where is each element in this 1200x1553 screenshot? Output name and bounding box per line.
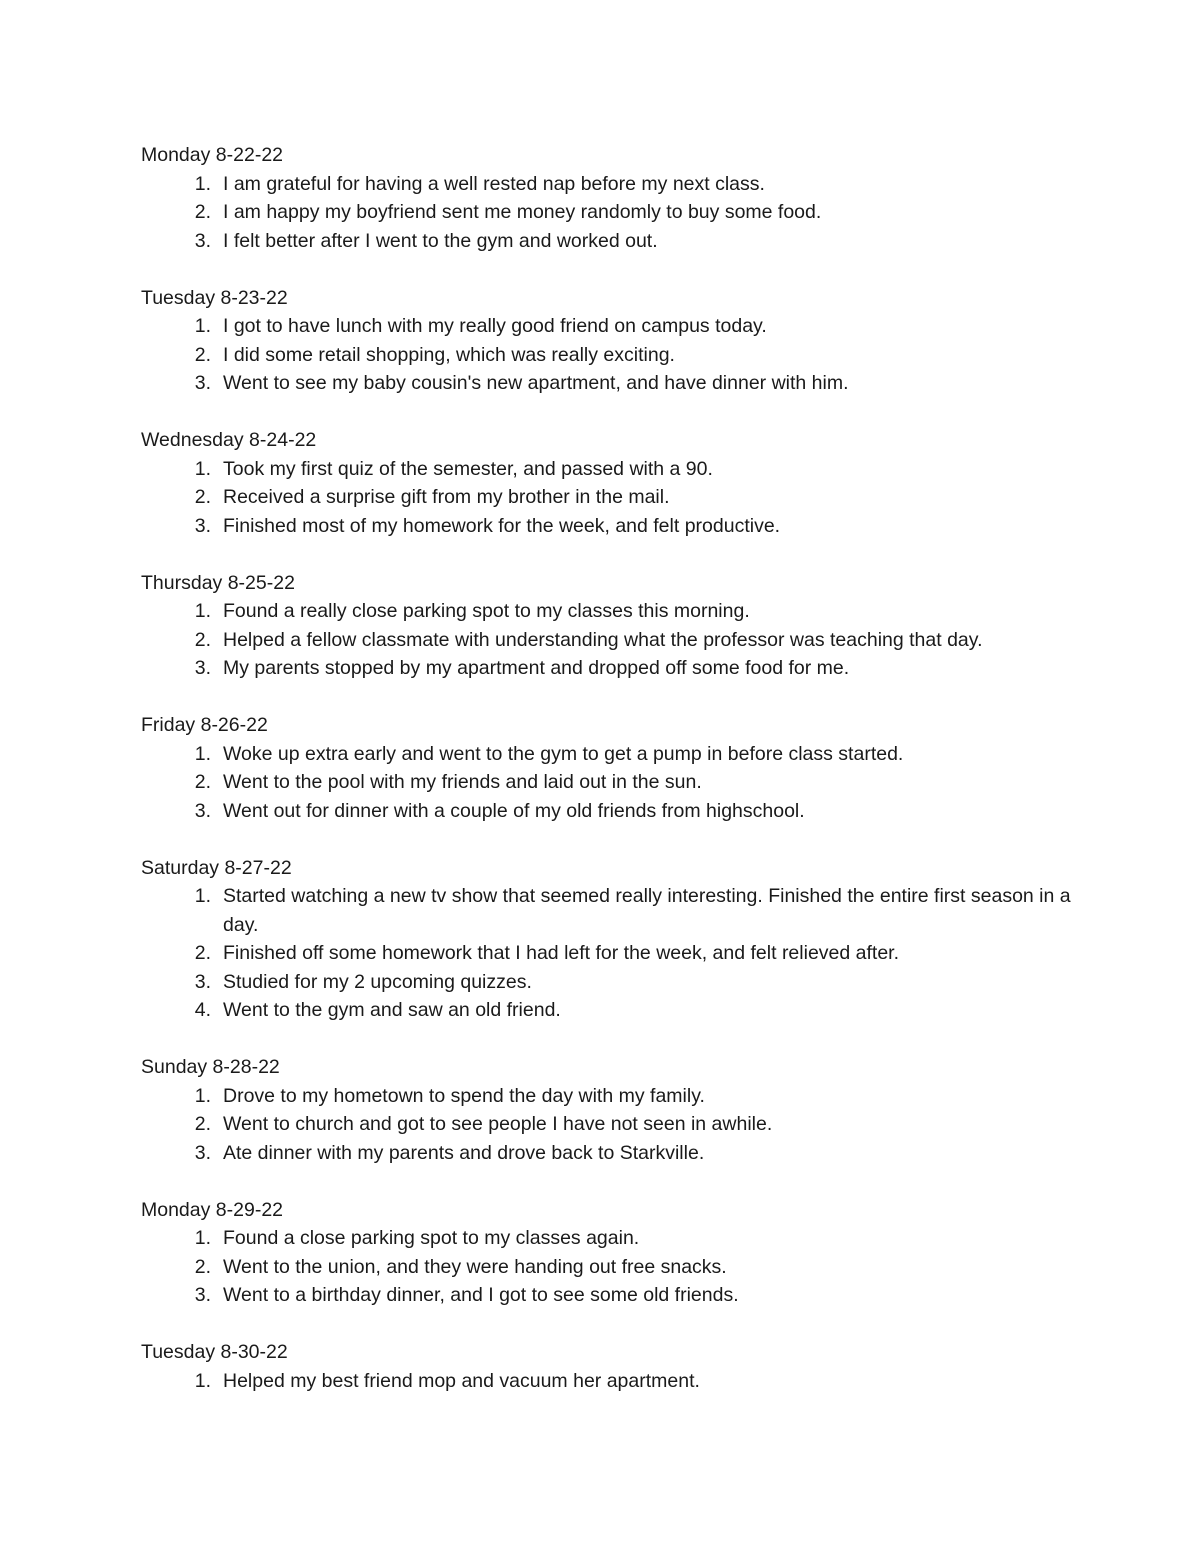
item-text: Studied for my 2 upcoming quizzes.: [223, 970, 532, 993]
entry-list: [141, 170, 1071, 256]
entry-date: Wednesday 8-24-22: [141, 429, 317, 451]
list-item: [141, 882, 1071, 939]
item-text: Went to the gym and saw an old friend.: [223, 999, 561, 1021]
item-number: 1.: [194, 885, 211, 907]
entry-list: [141, 1224, 1071, 1310]
item-number: 2.: [194, 201, 211, 223]
item-text: Woke up extra early and went to the gym to get a pump in before class started.: [223, 742, 904, 765]
journal-entries: [141, 141, 1071, 1424]
list-item: [141, 312, 1071, 341]
item-number: 3.: [194, 229, 211, 252]
entry-list: [141, 455, 1071, 541]
entry-list: [141, 597, 1071, 683]
item-text: Went to the pool with my friends and laid out in the sun.: [223, 771, 702, 793]
item-text: Went to church and got to see people I have not seen in awhile.: [223, 1113, 773, 1135]
list-item: [141, 227, 1071, 256]
item-number: 1.: [194, 1227, 211, 1249]
entry-list: [141, 312, 1071, 398]
item-text: I am grateful for having a well rested nap before my next class.: [223, 172, 765, 195]
journal-entry: [141, 711, 1071, 825]
journal-entry: [141, 284, 1071, 398]
item-number: 3.: [194, 799, 211, 822]
list-item: [141, 1253, 1071, 1282]
list-item: [141, 654, 1071, 683]
entry-date: Saturday 8-27-22: [141, 856, 292, 879]
item-number: 2.: [194, 628, 211, 651]
list-item: [141, 1224, 1071, 1253]
entry-date: Thursday 8-25-22: [141, 571, 295, 594]
list-item: [141, 939, 1071, 968]
list-item: [141, 996, 1071, 1025]
journal-entry: [141, 1338, 1071, 1395]
item-number: 1.: [194, 315, 211, 337]
list-item: [141, 341, 1071, 370]
journal-entry: [141, 426, 1071, 540]
item-text: Ate dinner with my parents and drove back to Starkville.: [223, 1141, 705, 1164]
journal-entry: [141, 1053, 1071, 1167]
list-item: [141, 369, 1071, 398]
entry-list: [141, 1367, 1071, 1396]
item-text: Started watching a new tv show that seemed really interesting. Finished the entire first season in a day.: [223, 885, 1071, 936]
journal-entry: [141, 569, 1071, 683]
entry-list: [141, 1082, 1071, 1168]
item-number: 1.: [194, 1369, 211, 1392]
item-number: 3.: [194, 1284, 211, 1306]
item-text: I did some retail shopping, which was really exciting.: [223, 343, 675, 366]
item-text: I felt better after I went to the gym and worked out.: [223, 229, 658, 252]
list-item: [141, 1139, 1071, 1168]
journal-entry: [141, 854, 1071, 1025]
item-text: Finished most of my homework for the week, and felt productive.: [223, 514, 781, 537]
item-number: 3.: [194, 372, 211, 394]
item-number: 3.: [194, 970, 211, 993]
list-item: [141, 597, 1071, 626]
list-item: [141, 455, 1071, 484]
list-item: [141, 1367, 1071, 1396]
item-text: Went to see my baby cousin's new apartment, and have dinner with him.: [223, 372, 849, 394]
item-text: I am happy my boyfriend sent me money randomly to buy some food.: [223, 201, 822, 223]
item-text: Found a close parking spot to my classes again.: [223, 1227, 640, 1249]
entry-list: [141, 882, 1071, 1025]
entry-date: Tuesday 8-23-22: [141, 286, 288, 309]
item-number: 2.: [194, 486, 211, 508]
item-text: Went to a birthday dinner, and I got to see some old friends.: [223, 1284, 739, 1306]
entry-date: Sunday 8-28-22: [141, 1056, 280, 1078]
item-number: 4.: [194, 999, 211, 1021]
item-number: 1.: [194, 742, 211, 765]
list-item: [141, 512, 1071, 541]
list-item: [141, 1110, 1071, 1139]
entry-date: Friday 8-26-22: [141, 714, 268, 736]
item-text: Finished off some homework that I had left for the week, and felt relieved after.: [223, 942, 900, 964]
item-text: Helped my best friend mop and vacuum her apartment.: [223, 1369, 700, 1392]
item-text: Received a surprise gift from my brother in the mail.: [223, 486, 670, 508]
item-number: 1.: [194, 1084, 211, 1107]
entry-list: [141, 740, 1071, 826]
list-item: [141, 626, 1071, 655]
item-number: 2.: [194, 1255, 211, 1278]
item-number: 2.: [194, 343, 211, 366]
item-number: 3.: [194, 1141, 211, 1164]
item-number: 2.: [194, 942, 211, 964]
item-text: Drove to my hometown to spend the day with my family.: [223, 1084, 705, 1107]
list-item: [141, 797, 1071, 826]
list-item: [141, 1281, 1071, 1310]
journal-entry: [141, 141, 1071, 255]
entry-date: Monday 8-29-22: [141, 1198, 284, 1221]
list-item: [141, 483, 1071, 512]
journal-entry: [141, 1196, 1071, 1310]
item-number: 1.: [194, 457, 211, 480]
list-item: [141, 170, 1071, 199]
item-text: My parents stopped by my apartment and dropped off some food for me.: [223, 657, 850, 679]
item-text: Went out for dinner with a couple of my old friends from highschool.: [223, 799, 805, 822]
item-number: 3.: [194, 657, 211, 679]
list-item: [141, 968, 1071, 997]
item-text: Found a really close parking spot to my classes this morning.: [223, 600, 750, 622]
list-item: [141, 740, 1071, 769]
entry-date: Tuesday 8-30-22: [141, 1341, 288, 1363]
list-item: [141, 768, 1071, 797]
item-number: 2.: [194, 1113, 211, 1135]
item-text: Went to the union, and they were handing out free snacks.: [223, 1255, 727, 1278]
item-number: 1.: [194, 172, 211, 195]
item-text: Helped a fellow classmate with understanding what the professor was teaching that day.: [223, 628, 983, 651]
item-number: 1.: [194, 600, 211, 622]
item-number: 2.: [194, 771, 211, 793]
list-item: [141, 198, 1071, 227]
item-number: 3.: [194, 514, 211, 537]
item-text: I got to have lunch with my really good friend on campus today.: [223, 315, 767, 337]
item-text: Took my first quiz of the semester, and passed with a 90.: [223, 457, 713, 480]
entry-date: Monday 8-22-22: [141, 144, 284, 166]
list-item: [141, 1082, 1071, 1111]
